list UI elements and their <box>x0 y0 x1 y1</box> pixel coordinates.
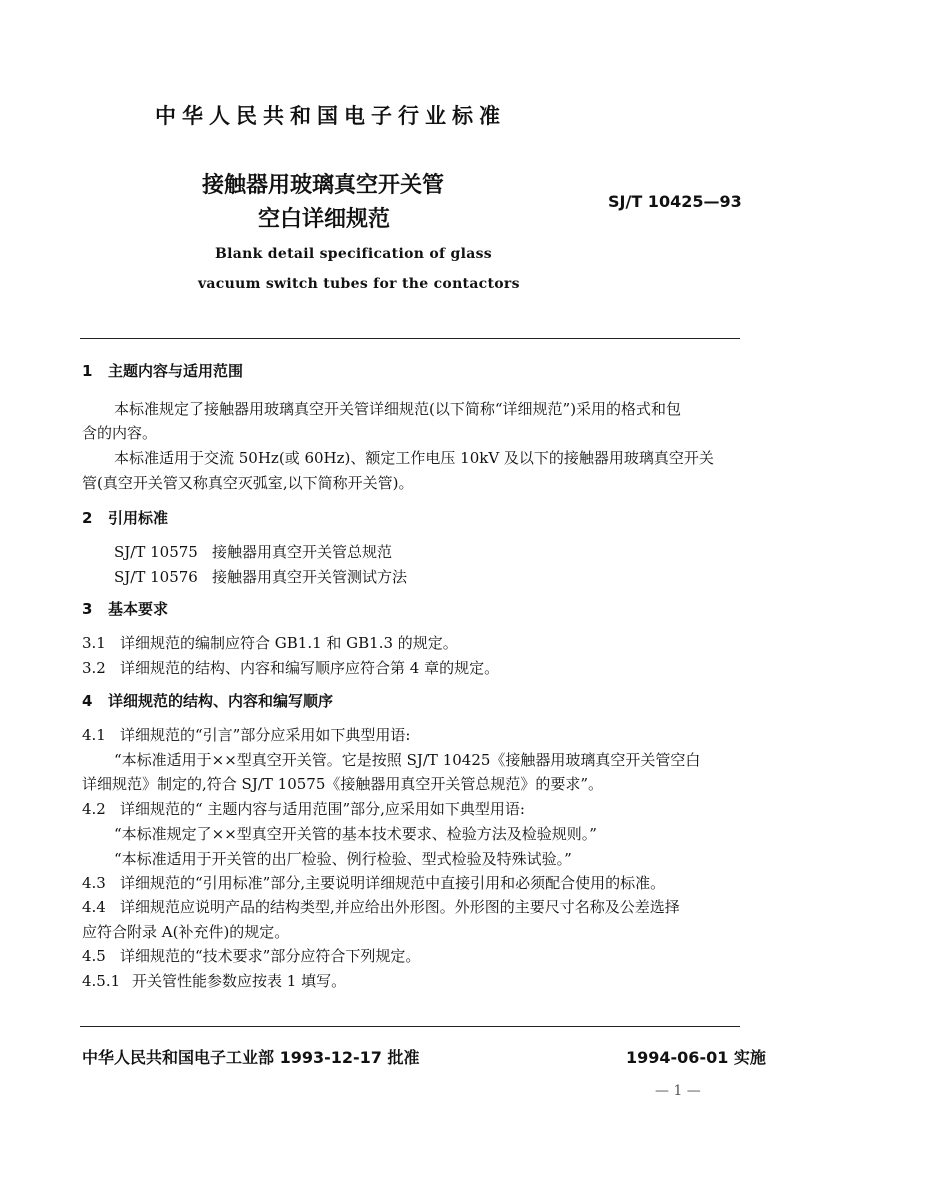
header-title: 中华人民共和国电子行业标准 <box>155 104 506 128</box>
section-number: 4 <box>82 692 93 710</box>
section-number: 2 <box>82 509 93 527</box>
clause-4-1 <box>82 724 410 745</box>
standard-number: SJ/T 10425—93 <box>608 192 742 211</box>
clause-number: 4.1 <box>82 726 106 744</box>
document-title-line2: 空白详细规范 <box>258 207 391 232</box>
clause-4-2-quote2: “本标准适用于开关管的出厂检验、例行检验、型式检验及特殊试验。” <box>114 850 572 868</box>
s1-para1-line1: 本标准规定了接触器用玻璃真空开关管详细规范(以下简称“详细规范”)采用的格式和包 <box>114 400 682 418</box>
section-3-heading <box>82 598 168 619</box>
clause-text: 详细规范的结构、内容和编写顺序应符合第 4 章的规定。 <box>120 659 500 677</box>
clause-number: 4.5.1 <box>82 972 121 990</box>
clause-number: 4.4 <box>82 898 106 916</box>
clause-4-3 <box>82 872 665 893</box>
s1-para2-line1: 本标准适用于交流 50Hz(或 60Hz)、额定工作电压 10kV 及以下的接触器用玻璃真空开关 <box>114 449 714 467</box>
s1-para1-line2: 含的内容。 <box>82 424 158 442</box>
reference-name: 接触器用真空开关管总规范 <box>212 543 393 561</box>
clause-4-5-1 <box>82 970 346 991</box>
clause-text: 详细规范应说明产品的结构类型,并应给出外形图。外形图的主要尺寸名称及公差选择 <box>120 898 680 916</box>
clause-4-2 <box>82 798 525 819</box>
section-4-heading <box>82 690 333 711</box>
english-title-line1: Blank detail specification of glass <box>215 246 492 262</box>
clause-number: 4.2 <box>82 800 106 818</box>
clause-4-2-quote1: “本标准规定了××型真空开关管的基本技术要求、检验方法及检验规则。” <box>114 825 597 843</box>
header-rule <box>80 338 740 339</box>
section-number: 3 <box>82 600 93 618</box>
clause-number: 3.2 <box>82 659 106 677</box>
section-number: 1 <box>82 362 93 380</box>
document-title-line1: 接触器用玻璃真空开关管 <box>202 173 445 198</box>
clause-text: 详细规范的编制应符合 GB1.1 和 GB1.3 的规定。 <box>120 634 458 652</box>
clause-4-1-quote-line1: “本标准适用于××型真空开关管。它是按照 SJ/T 10425《接触器用玻璃真空开关管空白 <box>114 751 701 769</box>
clause-3-1 <box>82 632 458 653</box>
page-number: — 1 — <box>655 1083 701 1099</box>
section-title: 主题内容与适用范围 <box>108 362 244 380</box>
reference-name: 接触器用真空开关管测试方法 <box>212 568 408 586</box>
clause-4-5 <box>82 945 420 966</box>
clause-4-4-line2: 应符合附录 A(补充件)的规定。 <box>82 923 290 941</box>
section-title: 基本要求 <box>108 600 169 618</box>
english-title-line2: vacuum switch tubes for the contactors <box>198 276 520 292</box>
approval-text: 中华人民共和国电子工业部 1993-12-17 批准 <box>82 1048 420 1067</box>
reference-item <box>114 566 407 587</box>
clause-4-4 <box>82 896 680 917</box>
reference-item <box>114 541 392 562</box>
clause-text: 详细规范的“ 主题内容与适用范围”部分,应采用如下典型用语: <box>120 800 525 818</box>
section-1-heading <box>82 360 243 381</box>
section-title: 引用标准 <box>108 509 169 527</box>
clause-number: 4.3 <box>82 874 106 892</box>
reference-code: SJ/T 10576 <box>114 568 198 586</box>
section-title: 详细规范的结构、内容和编写顺序 <box>108 692 334 710</box>
clause-number: 3.1 <box>82 634 106 652</box>
section-2-heading <box>82 507 168 528</box>
clause-3-2 <box>82 657 499 678</box>
footer-rule <box>80 1026 740 1027</box>
clause-text: 详细规范的“引言”部分应采用如下典型用语: <box>120 726 411 744</box>
reference-code: SJ/T 10575 <box>114 543 198 561</box>
clause-4-1-quote-line2: 详细规范》制定的,符合 SJ/T 10575《接触器用真空开关管总规范》的要求”。 <box>82 775 604 793</box>
s1-para2-line2: 管(真空开关管又称真空灭弧室,以下简称开关管)。 <box>82 474 414 492</box>
clause-text: 详细规范的“引用标准”部分,主要说明详细规范中直接引用和必须配合使用的标准。 <box>120 874 666 892</box>
clause-text: 详细规范的“技术要求”部分应符合下列规定。 <box>120 947 421 965</box>
implementation-date: 1994-06-01 实施 <box>626 1048 766 1067</box>
clause-number: 4.5 <box>82 947 106 965</box>
clause-text: 开关管性能参数应按表 1 填写。 <box>132 972 347 990</box>
